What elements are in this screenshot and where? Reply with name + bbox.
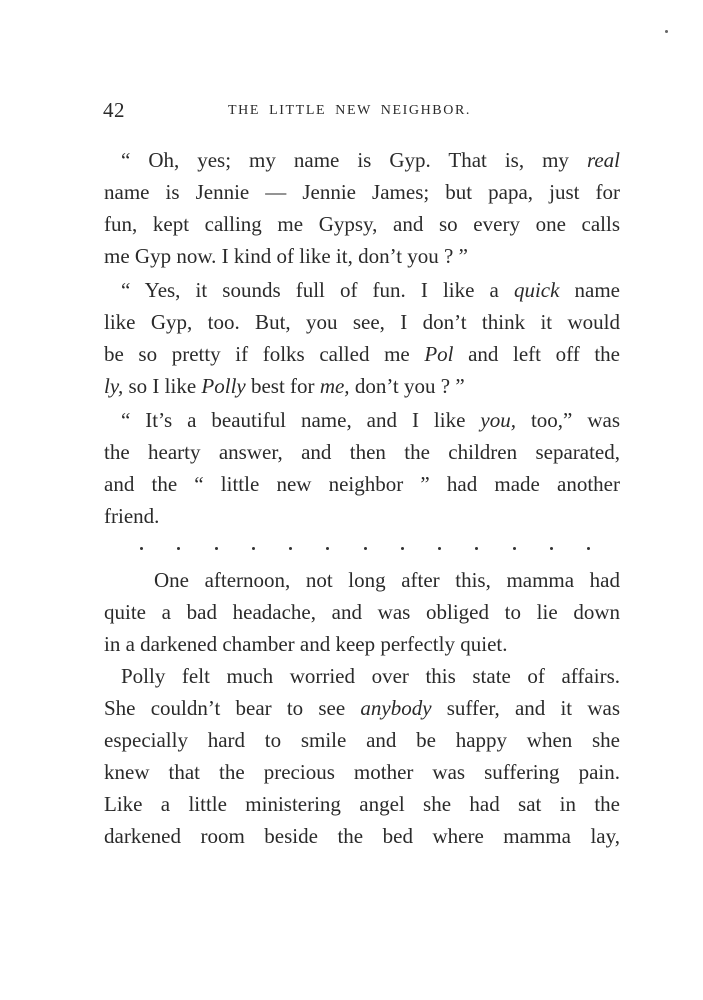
- text-line: “ It’s a beautiful name, and I like you, too,” was: [121, 408, 620, 432]
- text-line: especially hard to smile and be happy when she: [104, 728, 620, 752]
- text-line: the hearty answer, and then the children separated,: [104, 440, 620, 464]
- dot: [550, 547, 553, 550]
- text-line: friend.: [104, 504, 160, 528]
- text-line: in a darkened chamber and keep perfectly quiet.: [104, 632, 508, 656]
- dot: [215, 547, 218, 550]
- text-line: knew that the precious mother was suffering pain.: [104, 760, 620, 784]
- dot: [326, 547, 329, 550]
- dot: [177, 547, 180, 550]
- dot: [140, 547, 143, 550]
- text-line: darkened room beside the bed where mamma lay,: [104, 824, 620, 848]
- text-line: quite a bad headache, and was obliged to lie down: [104, 600, 620, 624]
- paper-speck: [665, 30, 668, 33]
- text-line: Like a little ministering angel she had sat in the: [104, 792, 620, 816]
- page-number: 42: [103, 98, 125, 122]
- dot: [401, 547, 404, 550]
- dot: [513, 547, 516, 550]
- text-line: “ Yes, it sounds full of fun. I like a quick name: [121, 278, 620, 302]
- text-line: One afternoon, not long after this, mamma had: [154, 568, 620, 592]
- text-line: She couldn’t bear to see anybody suffer, and it was: [104, 696, 620, 720]
- dot: [475, 547, 478, 550]
- text-line: fun, kept calling me Gypsy, and so every one calls: [104, 212, 620, 236]
- text-line: name is Jennie — Jennie James; but papa, just for: [104, 180, 620, 204]
- text-line: be so pretty if folks called me Pol and left off the: [104, 342, 620, 366]
- dot: [438, 547, 441, 550]
- section-break-dots: [140, 540, 590, 556]
- text-line: Polly felt much worried over this state of affairs.: [121, 664, 620, 688]
- text-line: ly, so I like Polly best for me, don’t you ? ”: [104, 374, 465, 398]
- text-line: and the “ little new neighbor ” had made another: [104, 472, 620, 496]
- running-title: THE LITTLE NEW NEIGHBOR.: [228, 103, 471, 118]
- text-line: me Gyp now. I kind of like it, don’t you ? ”: [104, 244, 468, 268]
- dot: [289, 547, 292, 550]
- dot: [587, 547, 590, 550]
- text-line: like Gyp, too. But, you see, I don’t think it would: [104, 310, 620, 334]
- dot: [364, 547, 367, 550]
- text-line: “ Oh, yes; my name is Gyp. That is, my real: [121, 148, 620, 172]
- dot: [252, 547, 255, 550]
